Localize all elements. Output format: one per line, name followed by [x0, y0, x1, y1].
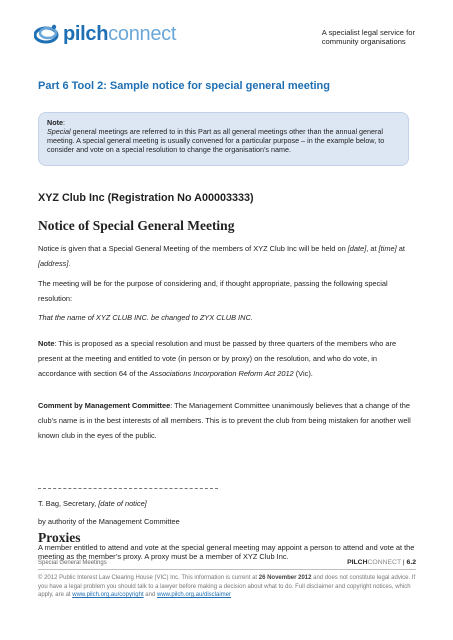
notice-paragraph: Notice is given that a Special General Meeting of the members of XYZ Club Inc will be held on [date], at [time] at [address]. [38, 244, 405, 268]
authority-line: by authority of the Management Committee [38, 517, 180, 526]
footer-section-name: Special General Meetings [38, 560, 107, 566]
note-box-text: Special general meetings are referred to in this Part as all general meetings other than the annual general meeting. A special general meeting is usually convened for a particular purpose – in the example below, to consider and vote on a special resolution to change the organisation’s name. [47, 127, 385, 154]
signature-line [38, 488, 218, 489]
tagline-line-2: community organisations [321, 37, 406, 46]
disclaimer-link[interactable]: www.pilch.org.au/disclaimer [156, 592, 232, 599]
proxies-paragraph: A member entitled to attend and vote at the special general meeting may appoint a person to attend and vote at the meeting as the member’s proxy. A proxy must be a member of XYZ Club Inc. [38, 543, 415, 561]
pilchconnect-logo[interactable] [34, 22, 176, 46]
footer-divider [38, 569, 416, 570]
footer-legal-notice: © 2012 Public Interest Law Clearing House (VIC) Inc. This information is current at 26 November 2012 and does not constitute legal advice. If you have a legal problem you should talk to a lawyer before making a decision about what to do. Full disclaimer and copyright notices, which apply, are at www.pilch.org.au/copyright and www.pilch.org.au/disclaimer [38, 575, 416, 599]
footer-page-label: PILCHCONNECT | 6.2 [347, 559, 416, 566]
notice-heading: Notice of Special General Meeting [38, 218, 235, 233]
copyright-link[interactable]: www.pilch.org.au/copyright [72, 592, 144, 599]
logo-wordmark: pilchconnect [63, 23, 177, 45]
part-title: Part 6 Tool 2: Sample notice for special general meeting [38, 80, 330, 92]
purpose-paragraph: The meeting will be for the purpose of considering and, if thought appropriate, passing the following special resolution: [38, 279, 388, 303]
pilch-swirl-icon [34, 22, 60, 46]
club-heading: XYZ Club Inc (Registration No A00003333) [38, 192, 254, 204]
note-box-label: Note: [47, 118, 65, 127]
committee-comment: Comment by Management Committee: The Management Committee unanimously believes that a change of the club’s name is in the best interests of all members. This is to prevent the club from being mistaken for another well known club in the eyes of the public. [38, 401, 411, 440]
resolution-text: That the name of XYZ CLUB INC. be changed to ZYX CLUB INC. [38, 313, 253, 322]
special-resolution-note: Note: This is proposed as a special resolution and must be passed by three quarters of the members who are present at the meeting and entitled to vote (in person or by proxy) on the resolution, and who do vote, in accordance with section 64 of the Associations Incorporation Reform Act 2012 (Vic). [38, 339, 397, 378]
header-tagline [322, 28, 415, 46]
signature-block: T. Bag, Secretary, [date of notice] [38, 499, 147, 508]
proxies-heading: Proxies [38, 530, 81, 545]
note-box [38, 112, 409, 166]
tagline-line-1: A specialist legal service for [321, 28, 415, 37]
